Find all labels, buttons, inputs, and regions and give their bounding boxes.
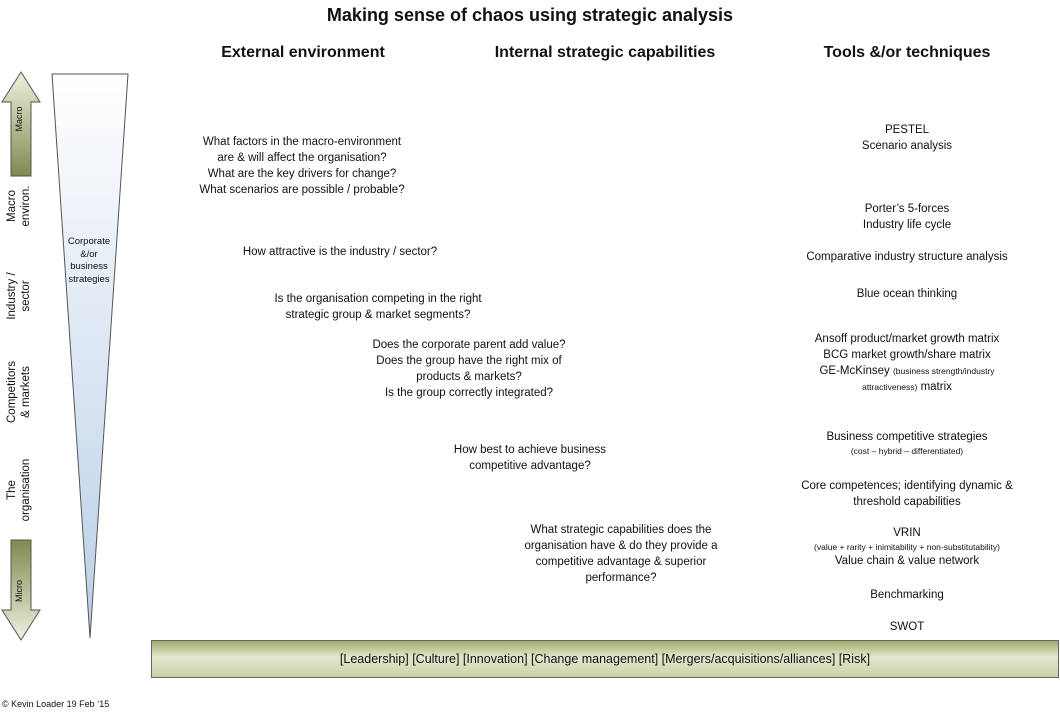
cross-cutting-themes-label: [Leadership] [Culture] [Innovation] [Change management] [Mergers/acquisitions/alliances] [Risk] <box>339 652 871 666</box>
cross-cutting-themes-bar <box>151 640 1059 678</box>
tool-core-competences: Core competences; identifying dynamic & <box>801 480 1013 492</box>
tool-blue-ocean <box>757 286 1057 302</box>
tool-group-business-competitive <box>757 429 1057 457</box>
column-heading-tools: Tools &/or techniques <box>823 44 991 61</box>
tool-pestel: PESTEL <box>884 124 930 136</box>
level-macro-environ: Macro environ. <box>6 185 32 227</box>
tool-blue-ocean-label: Blue ocean thinking <box>856 288 958 300</box>
tool-core-competences-cont: threshold capabilities <box>853 496 961 508</box>
tool-value-chain: Value chain & value network <box>834 555 980 567</box>
tool-bcg: BCG market growth/share matrix <box>823 349 991 361</box>
macro-label: Macro <box>14 106 24 132</box>
tool-vrin-detail: (value + rarity + inimitability + non-substitutability) <box>814 542 1000 552</box>
tool-vrin: VRIN <box>893 527 921 539</box>
tool-benchmarking-label: Benchmarking <box>870 589 944 601</box>
tool-ge-end: matrix <box>920 381 952 393</box>
tool-business-competitive-detail: (cost – hybrid – differentiated) <box>850 446 964 456</box>
tool-group-matrices <box>757 331 1057 395</box>
tool-comparative-industry <box>757 249 1057 265</box>
level-competitors-markets: Competitors & markets <box>6 361 32 423</box>
tool-group-core-competences <box>757 478 1057 510</box>
tool-industry-life-cycle: Industry life cycle <box>862 219 952 231</box>
tool-swot <box>757 619 1057 635</box>
question-competitive-advantage: How best to achieve business competitive advantage? <box>453 444 607 472</box>
strategy-funnel <box>50 72 130 642</box>
tool-group-porter <box>757 201 1057 233</box>
question-industry-attractive: How attractive is the industry / sector? <box>242 246 438 258</box>
tool-ge-mckinsey <box>757 363 1057 379</box>
level-the-organisation: The organisation <box>6 458 32 522</box>
level-industry-sector: Industry / sector <box>6 272 32 320</box>
column-heading-internal: Internal strategic capabilities <box>494 44 716 61</box>
tool-ge-detail: (business strength/industry <box>892 366 995 376</box>
tool-ansoff: Ansoff product/market growth matrix <box>814 333 1000 345</box>
tool-comparative-industry-label: Comparative industry structure analysis <box>806 251 1008 263</box>
page-title: Making sense of chaos using strategic analysis <box>326 5 734 25</box>
tool-ge-main: GE-McKinsey <box>819 365 890 377</box>
question-strategic-capabilities: What strategic capabilities does the organisation have & do they provide a competitive advantage & superior performance? <box>524 524 718 584</box>
tool-scenario-analysis: Scenario analysis <box>861 140 953 152</box>
copyright-notice: © Kevin Loader 19 Feb ‘15 <box>2 699 110 709</box>
tool-swot-label: SWOT <box>889 621 925 633</box>
column-heading-external: External environment <box>221 44 385 61</box>
tool-ge-detail-2: attractiveness) <box>862 382 918 392</box>
tool-business-competitive: Business competitive strategies <box>826 431 988 443</box>
tool-group-vrin <box>757 525 1057 569</box>
tool-ge-mckinsey-cont <box>757 379 1057 395</box>
question-macro-environment: What factors in the macro-environment are & will affect the organisation? What are the key drivers for change? What scenarios are possible / probable? <box>199 136 405 196</box>
funnel-label: Corporate &/or business strategies <box>67 236 111 285</box>
micro-label: Micro <box>14 580 24 602</box>
question-strategic-group: Is the organisation competing in the right strategic group & market segments? <box>274 293 482 321</box>
tool-benchmarking <box>757 587 1057 603</box>
tool-group-pestel <box>757 122 1057 154</box>
question-corporate-parent: Does the corporate parent add value? Does the group have the right mix of products & markets? Is the group correctly integrated? <box>372 339 566 399</box>
funnel-shape <box>52 74 128 638</box>
tool-porter-5-forces: Porter’s 5-forces <box>864 203 950 215</box>
